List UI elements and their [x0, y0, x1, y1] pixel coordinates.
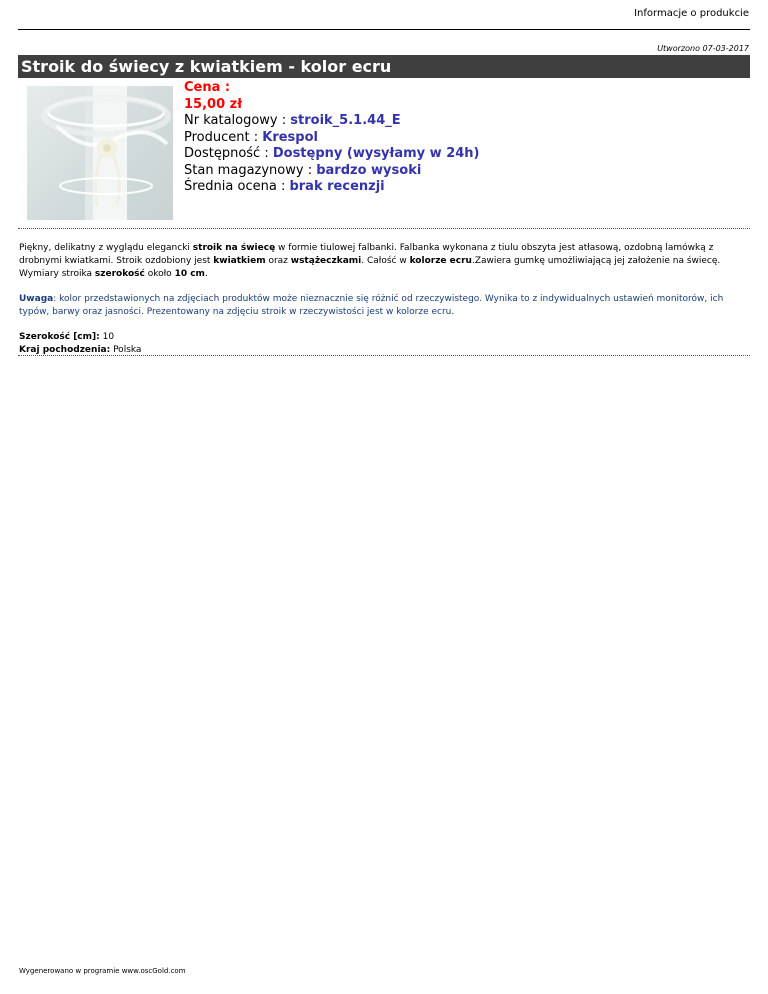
description-bold: szerokość: [94, 269, 145, 279]
stock-label: Stan magazynowy :: [184, 162, 317, 178]
catalog-number-value: stroik_5.1.44_E: [290, 113, 401, 128]
product-title: Stroik do świecy z kwiatkiem - kolor ecru: [18, 55, 750, 78]
attribute-value: 10: [99, 332, 115, 342]
attribute-value: Polska: [110, 344, 142, 355]
stock-value: bardzo wysoki: [316, 162, 422, 178]
candle-decoration-image: [27, 86, 173, 220]
catalog-number-label: Nr katalogowy :: [184, 113, 291, 128]
product-info: [184, 80, 480, 196]
attribute-label: Kraj pochodzenia:: [19, 344, 111, 355]
note-text: : kolor przedstawionych na zdjęciach produktów może nieznacznie się różnić od rzeczywistego. Wynika to z indywidualnych ustawień monitorów, ich typów, barwy oraz jasności. Prezentowany na zdjęciu stroik w rzeczywistości jest w kolorze ecru.: [19, 294, 724, 317]
price-value: 15,00 zł: [184, 96, 243, 112]
description-text: . Całość w: [361, 256, 410, 266]
dotted-divider: [18, 355, 750, 356]
attribute-row: [19, 331, 141, 344]
price-label: Cena :: [184, 80, 231, 95]
description-text: Piękny, delikatny z wyglądu elegancki: [19, 243, 193, 253]
description-bold: kwiatkiem: [213, 256, 266, 266]
created-date: Utworzono 07-03-2017: [657, 44, 749, 53]
producer-row: [184, 130, 480, 147]
availability-row: [184, 146, 480, 163]
attribute-label: Szerokość [cm]:: [19, 332, 100, 342]
availability-label: Dostępność :: [184, 146, 273, 161]
availability-value: Dostępny (wysyłamy w 24h): [272, 146, 480, 161]
description-text: oraz: [265, 256, 291, 266]
stock-row: [184, 163, 480, 180]
dotted-divider: [18, 228, 750, 229]
producer-label: Producent :: [184, 129, 263, 145]
description-text: około: [144, 269, 175, 279]
product-description: [19, 242, 749, 281]
description-bold: wstążeczkami: [290, 256, 362, 266]
note-label: Uwaga: [19, 294, 54, 304]
header-divider: [18, 29, 750, 30]
rating-label: Średnia ocena :: [184, 179, 290, 194]
description-text: .Zawiera gumkę umożliwiającą jej założenie na świecę. Wymiary stroika: [19, 256, 721, 279]
description-text: .: [204, 269, 208, 279]
document-header-title: Informacje o produkcie: [634, 8, 749, 19]
description-bold: stroik na świecę: [192, 243, 276, 253]
product-photo: [27, 86, 173, 220]
catalog-number-row: [184, 113, 480, 130]
description-text: w formie tiulowej falbanki. Falbanka wykonana z tiulu obszyta jest atłasową, ozdobną lamówką z drobnymi kwiatkami. Stroik ozdobiony jest: [19, 243, 714, 266]
description-bold: kolorze ecru: [409, 256, 472, 266]
rating-value: brak recenzji: [289, 179, 385, 194]
product-attributes: [19, 331, 141, 356]
color-note: [19, 293, 749, 319]
generated-by-footer: Wygenerowano w programie www.oscGold.com: [19, 967, 186, 975]
description-bold: 10 cm: [174, 269, 205, 279]
rating-row: [184, 179, 480, 196]
producer-value: Krespol: [262, 129, 318, 145]
